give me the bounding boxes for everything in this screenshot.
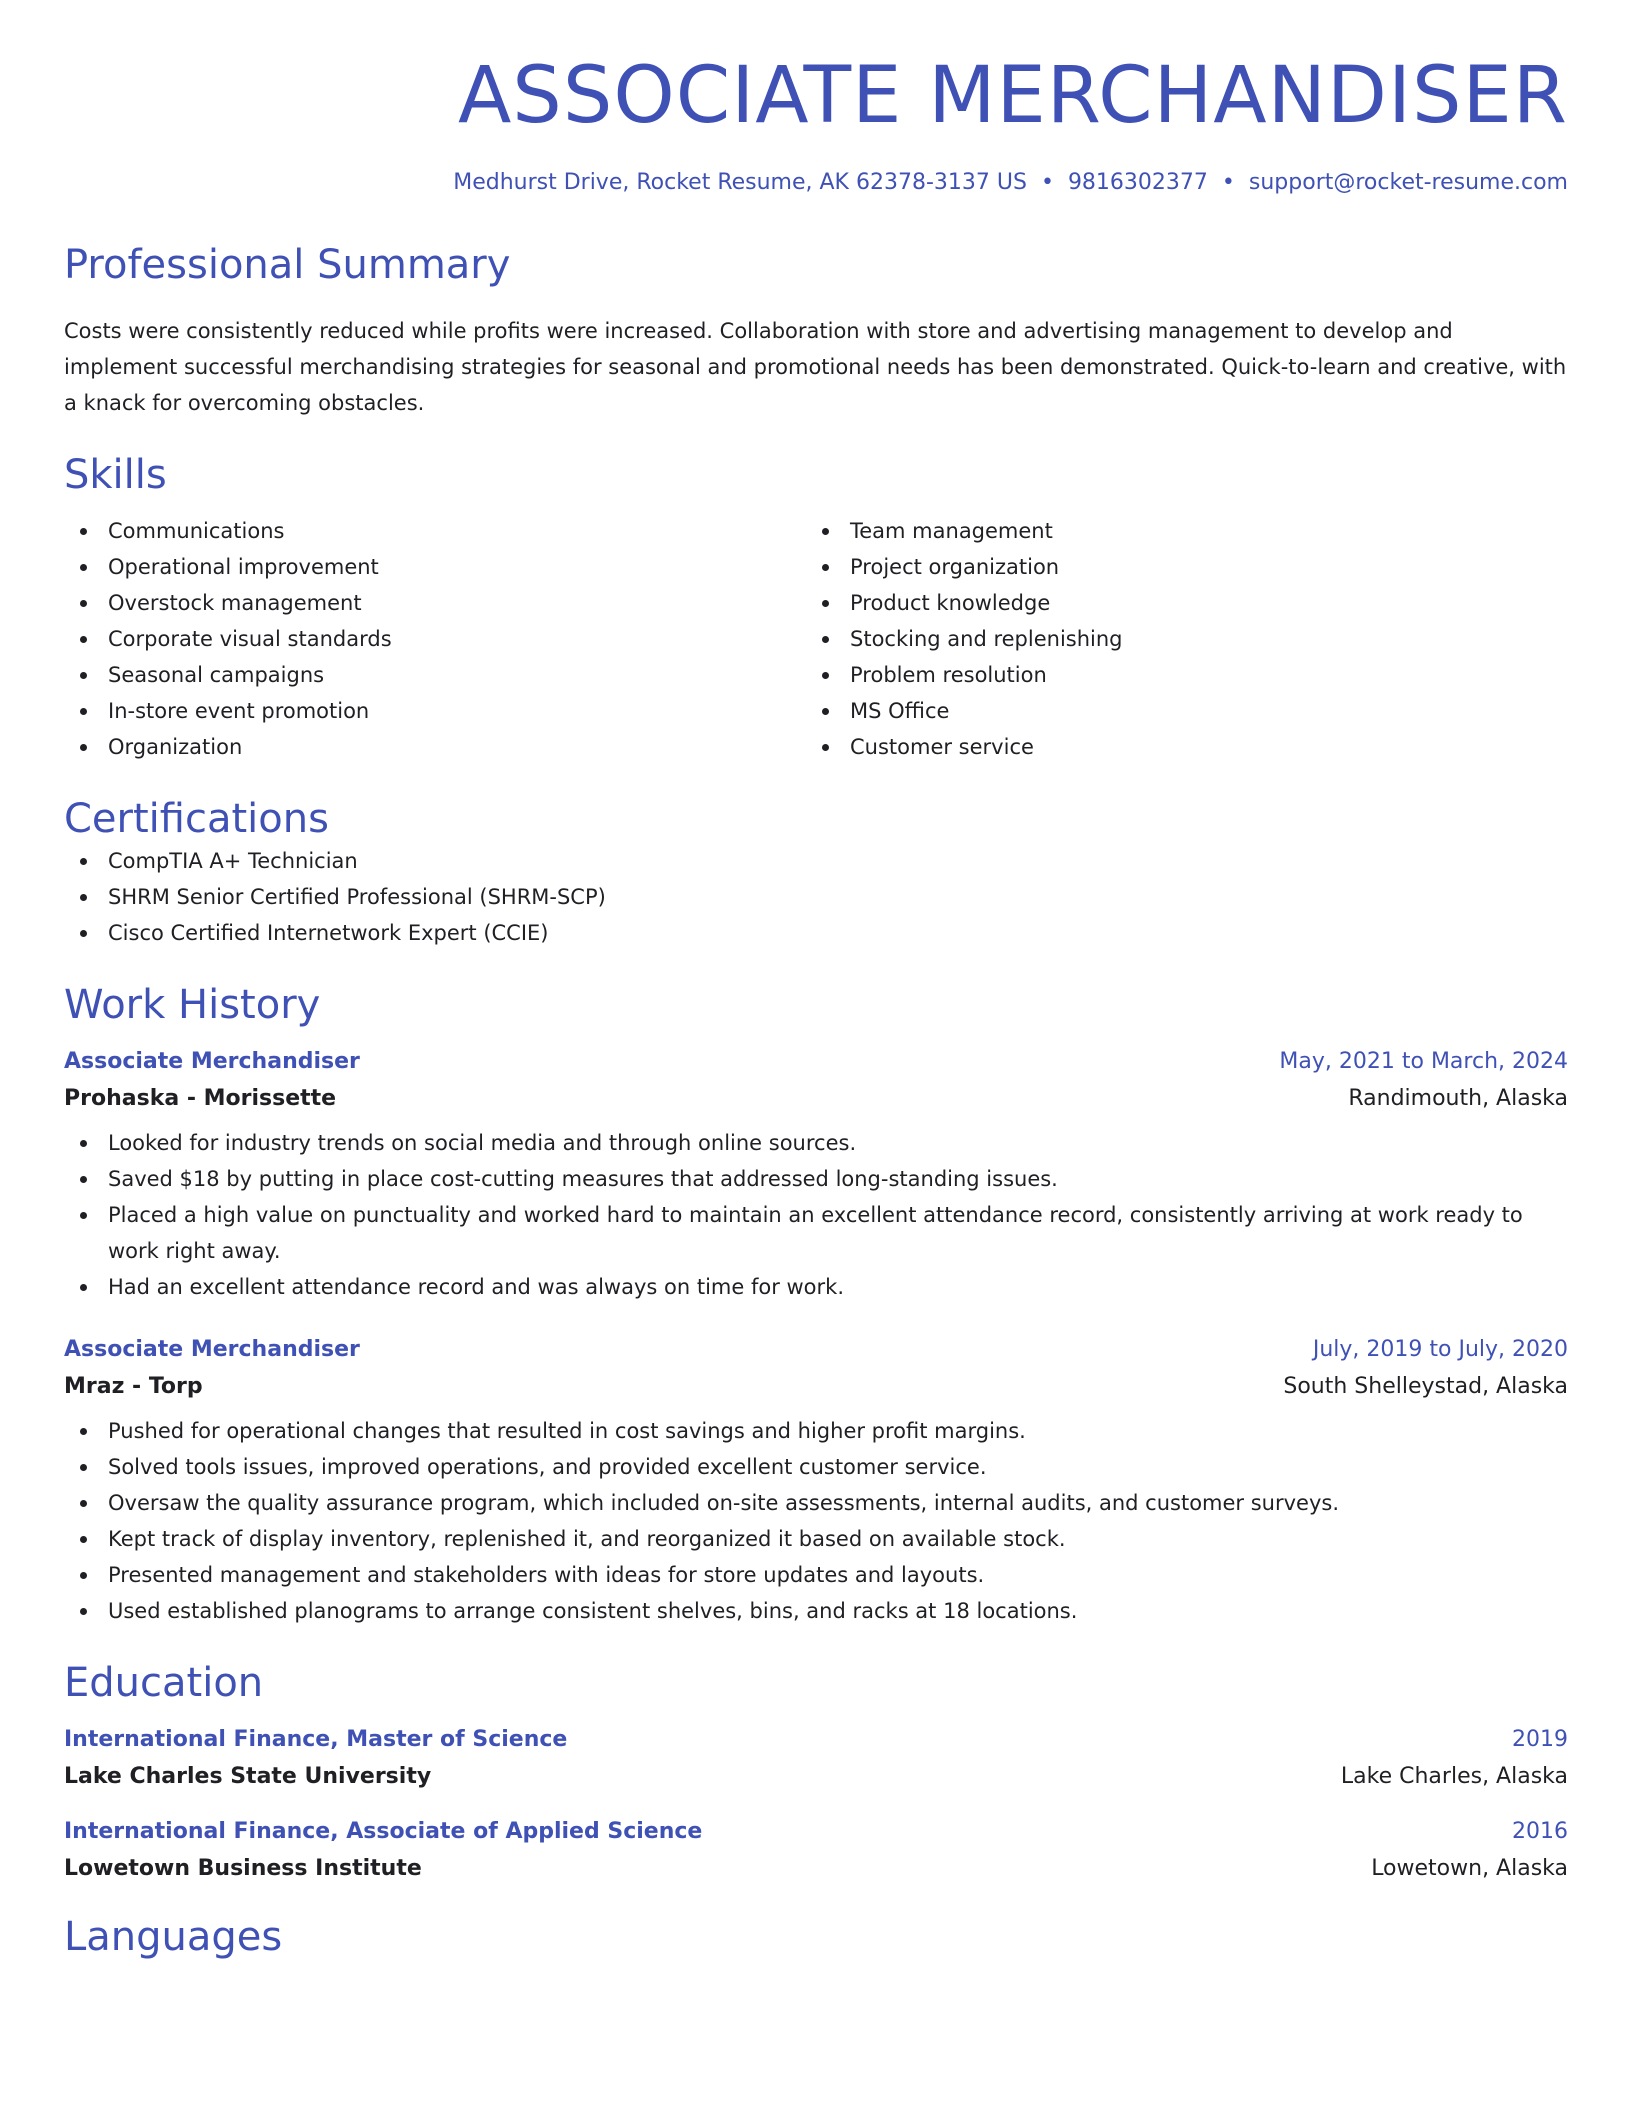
skill-item [64,585,806,621]
bullet-icon [822,708,829,715]
job-bullet-text: Pushed for operational changes that resulted in cost savings and higher profit margins. [108,1418,1026,1443]
job-bullet-text: Used established planograms to arrange consistent shelves, bins, and racks at 18 locations. [108,1598,1078,1623]
bullet-icon [80,600,87,607]
job-dates: May, 2021 to March, 2024 [1279,1048,1568,1074]
job-role: Associate Merchandiser [64,1336,360,1362]
contact-line [64,170,1568,195]
education-school: Lake Charles State University [64,1763,432,1789]
job-bullet [64,1557,1568,1593]
contact-address: Medhurst Drive, Rocket Resume, AK 62378-3137 US [453,169,1027,195]
job-bullet [64,1161,1568,1197]
skill-label: Communications [108,518,285,543]
job-entry [64,1049,1568,1305]
bullet-icon [80,708,87,715]
job-location: Randimouth, Alaska [1348,1085,1568,1111]
job-bullets [64,1125,1568,1305]
education-header [64,1727,1568,1752]
job-bullet [64,1125,1568,1161]
bullet-icon [822,744,829,751]
job-location: South Shelleystad, Alaska [1283,1373,1568,1399]
job-header [64,1337,1568,1362]
job-bullet-text: Oversaw the quality assurance program, which included on-site assessments, internal audits, and customer surveys. [108,1490,1340,1515]
skill-item [64,549,806,585]
skill-label: Team management [850,518,1053,543]
languages-heading: Languages [64,1913,283,1960]
education-subheader [64,1856,1568,1881]
job-subheader [64,1086,1568,1111]
contact-phone: 9816302377 [1067,169,1208,195]
skill-item [806,549,1548,585]
bullet-icon [80,744,87,751]
skill-item [806,693,1548,729]
bullet-icon [80,636,87,643]
bullet-icon [80,1176,87,1183]
bullet-icon [80,1212,87,1219]
education-entry [64,1819,1568,1881]
job-bullet-text: Placed a high value on punctuality and worked hard to maintain an excellent attendance record, consistently arriving at work ready to work right away. [108,1202,1523,1263]
bullet-icon [80,1428,87,1435]
education-location: Lake Charles, Alaska [1340,1763,1568,1789]
job-bullet [64,1593,1568,1629]
bullet-icon [822,636,829,643]
bullet-icon [822,528,829,535]
skills-heading: Skills [64,451,167,498]
skill-item [806,729,1548,765]
contact-separator: • [1221,169,1235,195]
bullet-icon [822,600,829,607]
skill-label: Product knowledge [850,590,1051,615]
job-role: Associate Merchandiser [64,1048,360,1074]
job-bullet-text: Looked for industry trends on social media and through online sources. [108,1130,857,1155]
contact-email: support@rocket-resume.com [1248,169,1568,195]
education-degree: International Finance, Associate of Applied Science [64,1818,703,1844]
skill-item [806,657,1548,693]
certification-label: CompTIA A+ Technician [108,848,358,873]
bullet-icon [80,930,87,937]
bullet-icon [80,1536,87,1543]
job-bullet-text: Had an excellent attendance record and was always on time for work. [108,1274,845,1299]
skills-column-right [806,513,1548,765]
skill-item [64,657,806,693]
skills-column-left [64,513,806,765]
certification-item [64,879,1568,915]
skills-list-right [806,513,1548,765]
job-bullet [64,1485,1568,1521]
resume-page [64,0,1568,1961]
job-subheader [64,1374,1568,1399]
contact-separator: • [1040,169,1054,195]
education-year: 2016 [1512,1818,1568,1844]
job-bullet [64,1413,1568,1449]
bullet-icon [80,1284,87,1291]
resume-title: ASSOCIATE MERCHANDISER [457,51,1568,141]
certification-item [64,843,1568,879]
education-location: Lowetown, Alaska [1371,1855,1568,1881]
bullet-icon [80,858,87,865]
summary-text: Costs were consistently reduced while profits were increased. Collaboration with store and advertising management to develop and implement successful merchandising strategies for seasonal and promotional needs has been demonstrated. Quick-to-learn and creative, with a knack for overcoming obstacles. [64,318,1567,415]
skill-label: Operational improvement [108,554,379,579]
skill-label: Stocking and replenishing [850,626,1123,651]
skill-item [806,621,1548,657]
job-entry [64,1337,1568,1629]
job-bullet [64,1197,1568,1269]
job-bullet [64,1449,1568,1485]
summary-heading: Professional Summary [64,241,511,288]
certification-item [64,915,1568,951]
bullet-icon [822,672,829,679]
skills-columns [64,513,1568,765]
job-bullet [64,1269,1568,1305]
job-bullet-text: Kept track of display inventory, replenished it, and reorganized it based on available stock. [108,1526,1066,1551]
skill-item [64,621,806,657]
certification-label: SHRM Senior Certified Professional (SHRM-SCP) [108,884,606,909]
skill-item [806,513,1548,549]
job-company: Mraz - Torp [64,1373,203,1399]
job-dates: July, 2019 to July, 2020 [1312,1336,1568,1362]
skill-label: MS Office [850,698,950,723]
skill-item [64,693,806,729]
skill-item [64,513,806,549]
bullet-icon [80,672,87,679]
work-history-heading: Work History [64,981,321,1028]
job-header [64,1049,1568,1074]
education-year: 2019 [1512,1726,1568,1752]
job-bullet-text: Saved $18 by putting in place cost-cutting measures that addressed long-standing issues. [108,1166,1058,1191]
education-entry [64,1727,1568,1789]
education-subheader [64,1764,1568,1789]
bullet-icon [80,1608,87,1615]
certifications-heading: Certifications [64,795,329,842]
education-header [64,1819,1568,1844]
skill-item [64,729,806,765]
bullet-icon [80,894,87,901]
job-bullet-text: Presented management and stakeholders with ideas for store updates and layouts. [108,1562,985,1587]
skills-list-left [64,513,806,765]
certifications-list [64,843,1568,951]
bullet-icon [80,1140,87,1147]
job-bullet-text: Solved tools issues, improved operations, and provided excellent customer service. [108,1454,987,1479]
skill-label: Corporate visual standards [108,626,392,651]
bullet-icon [80,528,87,535]
certification-label: Cisco Certified Internetwork Expert (CCIE) [108,920,549,945]
education-heading: Education [64,1659,264,1706]
skill-label: Organization [108,734,243,759]
skill-label: In-store event promotion [108,698,370,723]
bullet-icon [80,1572,87,1579]
skill-label: Seasonal campaigns [108,662,325,687]
bullet-icon [822,564,829,571]
skill-item [806,585,1548,621]
bullet-icon [80,1500,87,1507]
bullet-icon [80,564,87,571]
education-degree: International Finance, Master of Science [64,1726,568,1752]
bullet-icon [80,1464,87,1471]
job-company: Prohaska - Morissette [64,1085,337,1111]
skill-label: Project organization [850,554,1060,579]
skill-label: Customer service [850,734,1034,759]
skill-label: Problem resolution [850,662,1047,687]
job-bullet [64,1521,1568,1557]
job-bullets [64,1413,1568,1629]
education-school: Lowetown Business Institute [64,1855,422,1881]
skill-label: Overstock management [108,590,362,615]
